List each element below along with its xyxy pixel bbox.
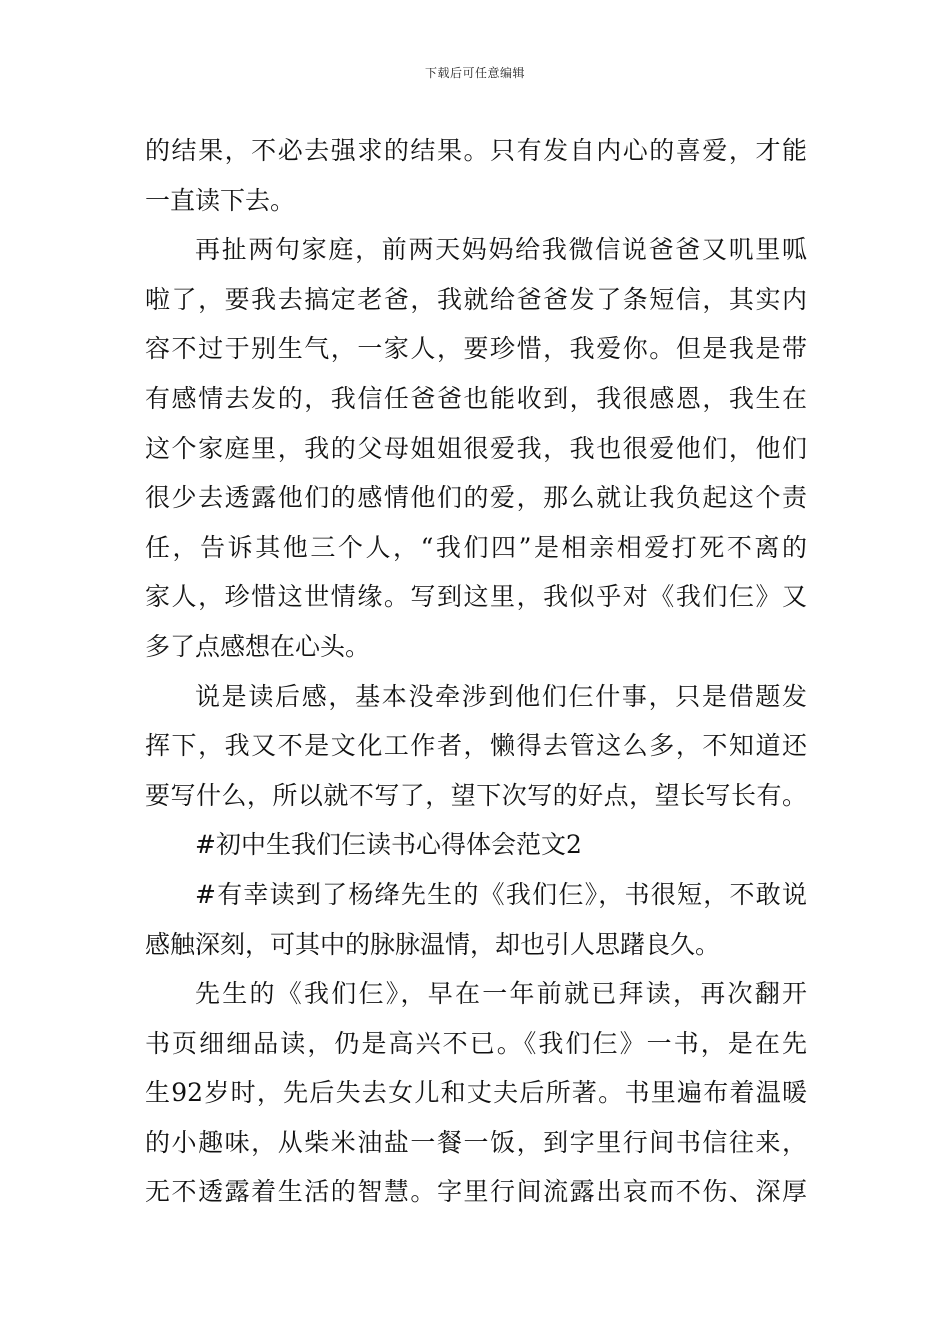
text-line: 说是读后感，基本没牵涉到他们仨什事，只是借题发 xyxy=(195,681,807,711)
text-line: 很少去透露他们的感情他们的爱，那么就让我负起这个责 xyxy=(145,483,807,513)
text-line: 先生的《我们仨》，早在一年前就已拜读，再次翻开 xyxy=(195,979,807,1009)
text-line: 书页细细品读，仍是高兴不已。《我们仨》一书，是在先 xyxy=(145,1028,807,1058)
text-line: 感触深刻，可其中的脉脉温情，却也引人思躇良久。 xyxy=(145,929,721,959)
page-header: 下载后可任意编辑 xyxy=(424,66,525,80)
text-line: 容不过于别生气，一家人，要珍惜，我爱你。但是我是带 xyxy=(145,334,807,364)
text-line: 任，告诉其他三个人，“我们四”是相亲相爱打死不离的 xyxy=(145,532,807,562)
text-line: 家人，珍惜这世情缘。写到这里，我似乎对《我们仨》又 xyxy=(145,582,807,612)
text-line: #有幸读到了杨绛先生的《我们仨》，书很短，不敢说 xyxy=(195,879,807,909)
body-text xyxy=(145,126,807,1217)
text-line: 这个家庭里，我的父母姐姐很爱我，我也很爱他们，他们 xyxy=(145,433,807,463)
text-line: 要写什么，所以就不写了，望下次写的好点，望长写长有。 xyxy=(145,780,807,810)
text-line: 多了点感想在心头。 xyxy=(145,631,371,661)
text-line: 再扯两句家庭，前两天妈妈给我微信说爸爸又叽里呱 xyxy=(195,235,807,265)
text-line: 挥下，我又不是文化工作者，懒得去管这么多，不知道还 xyxy=(145,731,807,761)
text-line: 的小趣味，从柴米油盐一餐一饭，到字里行间书信往来， xyxy=(145,1127,807,1157)
text-line: #初中生我们仨读书心得体会范文2 xyxy=(195,830,582,860)
text-line: 生92岁时，先后失去女儿和丈夫后所著。书里遍布着温暖 xyxy=(145,1078,807,1108)
text-line: 无不透露着生活的智慧。字里行间流露出哀而不伤、深厚 xyxy=(145,1177,807,1207)
text-line: 一直读下去。 xyxy=(145,185,296,215)
text-line: 啦了，要我去搞定老爸，我就给爸爸发了条短信，其实内 xyxy=(145,284,807,314)
text-line: 的结果，不必去强求的结果。只有发自内心的喜爱，才能 xyxy=(145,136,807,165)
text-line: 有感情去发的，我信任爸爸也能收到，我很感恩，我生在 xyxy=(145,383,807,413)
